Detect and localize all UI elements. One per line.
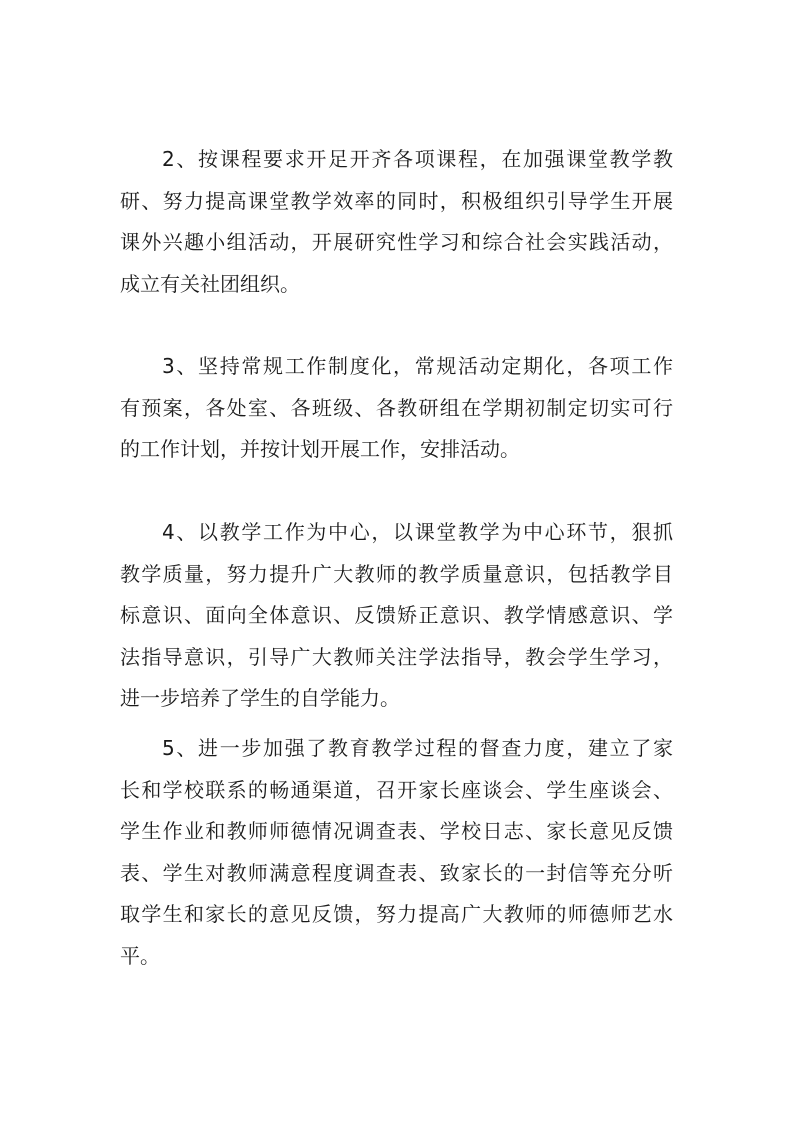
text-line: 5、进一步加强了教育教学过程的督查力度，建立了家 — [162, 736, 673, 760]
text-line: 法指导意识，引导广大教师关注学法指导，教会学生学习， — [120, 644, 673, 669]
paragraph-2 — [120, 139, 673, 305]
text-line: 3、坚持常规工作制度化，常规活动定期化，各项工作 — [162, 354, 673, 378]
text-line: 课外兴趣小组活动，开展研究性学习和综合社会实践活动， — [120, 230, 673, 255]
text-line: 成立有关社团组织。 — [120, 271, 300, 296]
text-line: 平。 — [120, 943, 160, 968]
text-line: 2、按课程要求开足开齐各项课程，在加强课堂教学教 — [162, 147, 673, 171]
text-line: 研、努力提高课堂教学效率的同时，积极组织引导学生开展 — [120, 188, 673, 213]
text-line: 标意识、面向全体意识、反馈矫正意识、教学情感意识、学 — [120, 603, 673, 628]
text-line: 表、学生对教师满意程度调查表、致家长的一封信等充分听 — [120, 860, 673, 885]
text-line: 4、以教学工作为中心，以课堂教学为中心环节，狠抓 — [162, 520, 673, 544]
paragraph-5 — [120, 728, 673, 978]
paragraph-4 — [120, 512, 673, 720]
text-line: 有预案，各处室、各班级、各教研组在学期初制定切实可行 — [120, 395, 673, 420]
text-line: 的工作计划，并按计划开展工作，安排活动。 — [120, 437, 520, 462]
text-line: 取学生和家长的意见反馈，努力提高广大教师的师德师艺水 — [120, 902, 673, 927]
paragraph-3 — [120, 346, 673, 471]
text-line: 进一步培养了学生的自学能力。 — [120, 686, 400, 711]
text-line: 教学质量，努力提升广大教师的教学质量意识，包括教学目 — [120, 561, 673, 586]
text-line: 长和学校联系的畅通渠道，召开家长座谈会、学生座谈会、 — [120, 777, 673, 802]
text-line: 学生作业和教师师德情况调查表、学校日志、家长意见反馈 — [120, 819, 673, 844]
